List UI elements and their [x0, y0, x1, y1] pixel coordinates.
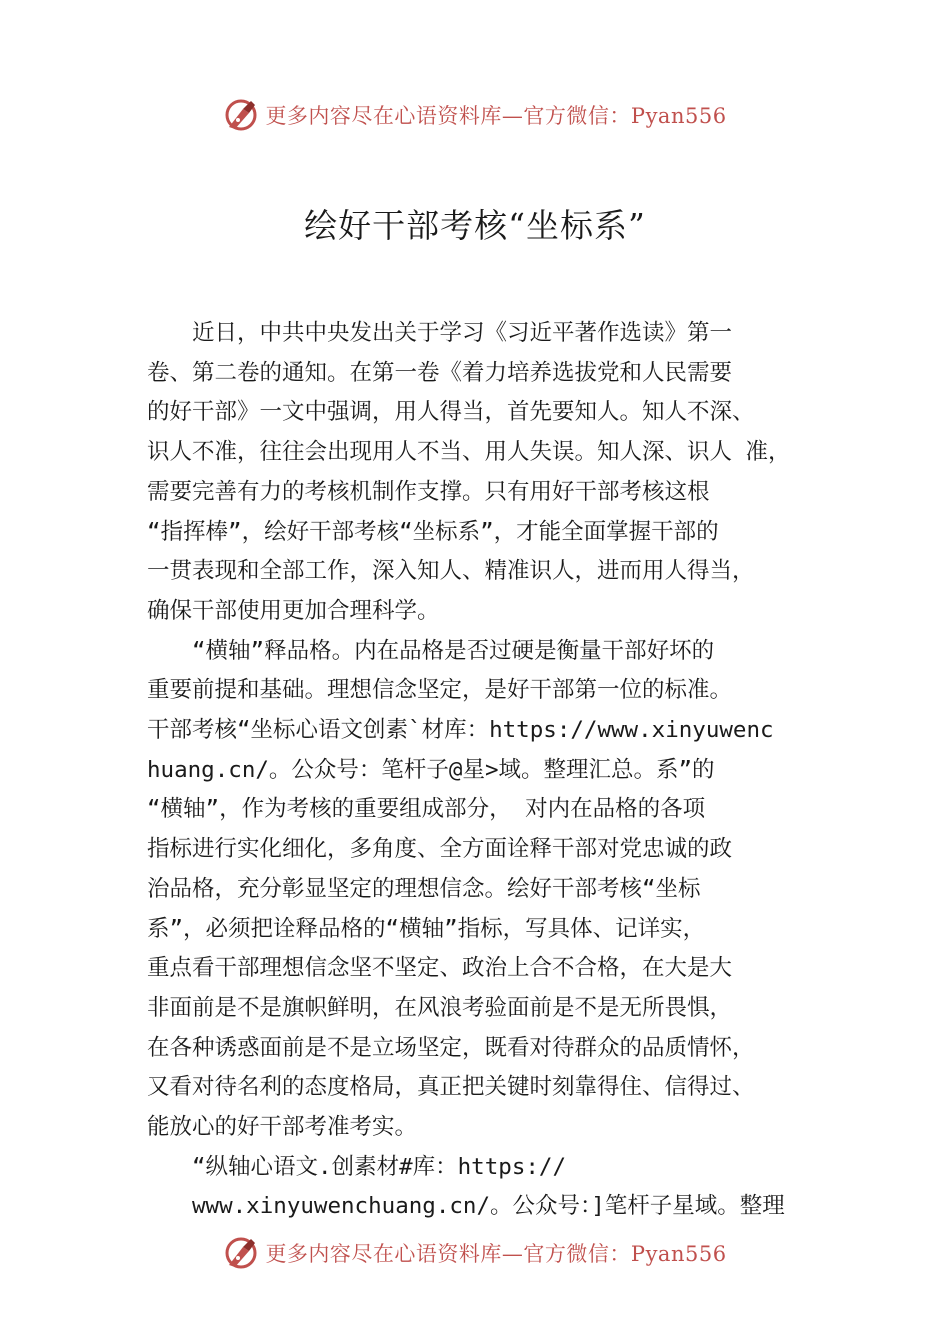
text-line: 系”，必须把诠释品格的“横轴”指标，写具体、记详实， [147, 915, 706, 942]
text-line: 重要前提和基础。理想信念坚定，是好干部第一位的标准。 [147, 677, 733, 704]
text-line: www.xinyuwenchuang.cn/。公众号：]笔杆子星域。整理 [147, 1193, 785, 1220]
text-line: 在各种诱惑面前是不是立场坚定，既看对待群众的品质情怀， [147, 1034, 755, 1061]
text-line: 识人不准，往往会出现用人不当、用人失误。知人深、识人 准， [147, 439, 791, 466]
text-line: “指挥棒”，绘好干部考核“坐标系”，才能全面掌握干部的 [147, 518, 719, 545]
text-line: 指标进行实化细化，多角度、全方面诠释干部对党忠诚的政 [147, 836, 733, 863]
watermark-text: 更多内容尽在心语资料库—官方微信：Pyan556 [265, 104, 727, 128]
text-line: 能放心的好干部考准考实。 [147, 1114, 418, 1140]
text-line: 确保干部使用更加合理科学。 [147, 597, 440, 624]
text-line: huang.cn/。公众号：笔杆子@星>域。整理汇总。系”的 [147, 756, 715, 783]
text-line: “纵轴心语文.创素材#库：https:// [147, 1153, 567, 1180]
text-line: 的好干部》一文中强调，用人得当，首先要知人。知人不深、 [147, 399, 755, 426]
text-line: “横轴”释品格。内在品格是否过硬是衡量干部好坏的 [147, 637, 715, 664]
text-line: 需要完善有力的考核机制作支撑。只有用好干部考核这根 [147, 478, 710, 505]
text-line: 近日，中共中央发出关于学习《习近平著作选读》第一 [147, 320, 733, 346]
text-line: 非面前是不是旗帜鲜明，在风浪考验面前是不是无所畏惧， [147, 994, 733, 1021]
document-title: 绘好干部考核“坐标系” [304, 206, 646, 245]
text-line: 干部考核“坐标心语文创素`材库：https://www.xinyuwenc [147, 717, 774, 743]
text-line: 又看对待名利的态度格局，真正把关键时刻靠得住、信得过、 [147, 1074, 755, 1101]
pen-nib-logo-icon [223, 97, 259, 133]
text-line: 治品格，充分彰显坚定的理想信念。绘好干部考核“坐标 [147, 875, 701, 902]
text-line: 重点看干部理想信念坚不坚定、政治上合不合格，在大是大 [147, 955, 733, 982]
text-line: “横轴”，作为考核的重要组成部分， 对内在品格的各项 [147, 796, 706, 823]
text-line: 卷、第二卷的通知。在第一卷《着力培养选拔党和人民需要 [147, 359, 733, 386]
header-watermark [0, 95, 950, 135]
footer-watermark [0, 1233, 950, 1273]
pen-nib-logo-icon [223, 1235, 259, 1271]
watermark-text: 更多内容尽在心语资料库—官方微信：Pyan556 [265, 1242, 727, 1266]
text-line: 一贯表现和全部工作，深入知人、精准识人，进而用人得当， [147, 558, 755, 585]
